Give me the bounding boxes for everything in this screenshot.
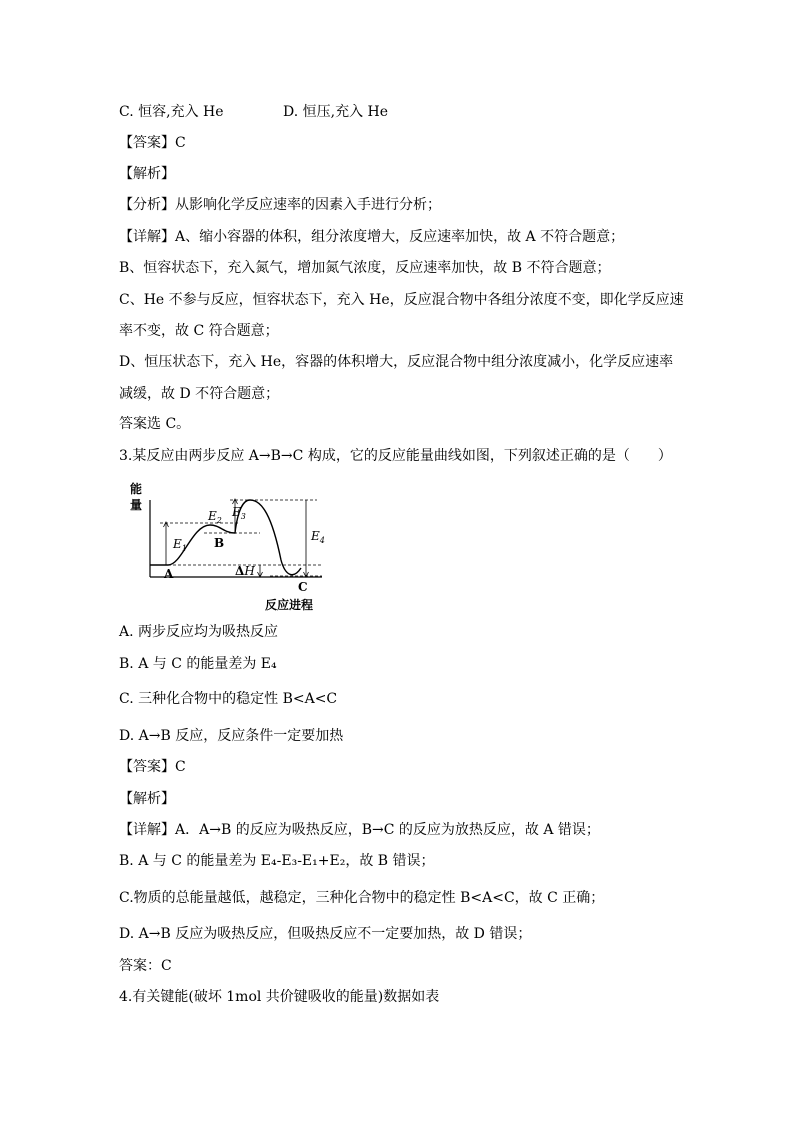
q3-option-c: C. 三种化合物中的稳定性 B<A<C (119, 691, 338, 707)
q2-detail-c-line2: 率不变，故 C 符合题意； (119, 323, 279, 339)
label-c: C (298, 580, 308, 594)
q3-analysis-heading: 【解析】 (119, 791, 175, 807)
q2-detail-c-line1: C、He 不参与反应，恒容状态下，充入 He，反应混合物中各组分浓度不变，即化学反应速 (119, 292, 684, 308)
q3-detail-b: B. A 与 C 的能量差为 E₄-E₃-E₁+E₂，故 B 错误； (119, 853, 435, 869)
y-axis-label-2: 量 (130, 498, 143, 512)
q3-answer: 【答案】C (119, 759, 186, 775)
q2-analysis-heading: 【解析】 (119, 166, 175, 182)
q2-detail-d-line2: 减缓，故 D 不符合题意； (119, 386, 280, 402)
e3-label: $E_3$ (232, 505, 246, 521)
q3-option-b: B. A 与 C 的能量差为 E₄ (119, 656, 277, 672)
q3-final-answer: 答案：C (119, 958, 172, 974)
q2-analysis-intro: 【分析】从影响化学反应速率的因素入手进行分析； (119, 197, 441, 213)
q3-detail-d: D. A→B 反应为吸热反应，但吸热反应不一定要加热，故 D 错误； (119, 926, 532, 942)
q4-stem: 4.有关键能(破坏 1mol 共价键吸收的能量)数据如表 (119, 989, 440, 1005)
e4-label: $E_4$ (311, 529, 325, 545)
delta-h-label: ΔH (235, 564, 255, 578)
y-axis-label-1: 能 (130, 482, 143, 496)
label-b: B (214, 536, 225, 550)
energy-diagram-svg (120, 478, 330, 618)
q2-option-d: D. 恒压,充入 He (283, 104, 389, 120)
q3-option-d: D. A→B 反应，反应条件一定要加热 (119, 728, 344, 744)
e2-label: $E_2$ (208, 509, 222, 525)
q2-final-answer: 答案选 C。 (119, 416, 191, 432)
label-a: A (164, 567, 174, 581)
q3-detail-a: 【详解】A．A→B 的反应为吸热反应，B→C 的反应为放热反应，故 A 错误； (119, 822, 600, 838)
energy-diagram (120, 478, 330, 618)
q3-stem: 3.某反应由两步反应 A→B→C 构成，它的反应能量曲线如图，下列叙述正确的是（ ） (119, 448, 672, 464)
q3-option-a: A. 两步反应均为吸热反应 (119, 624, 279, 640)
q2-detail-a: 【详解】A、缩小容器的体积，组分浓度增大，反应速率加快，故 A 不符合题意； (119, 229, 625, 245)
x-axis-label: 反应进程 (265, 598, 314, 612)
q3-detail-c: C.物质的总能量越低，越稳定，三种化合物中的稳定性 B<A<C，故 C 正确； (119, 890, 605, 906)
q2-answer: 【答案】C (119, 135, 186, 151)
q2-detail-b: B、恒容状态下，充入氮气，增加氮气浓度，反应速率加快，故 B 不符合题意； (119, 260, 611, 276)
q2-detail-d-line1: D、恒压状态下，充入 He，容器的体积增大，反应混合物中组分浓度减小，化学反应速率 (119, 354, 674, 370)
q2-option-c: C. 恒容,充入 He (119, 104, 224, 120)
e1-label: $E_1$ (173, 537, 187, 553)
